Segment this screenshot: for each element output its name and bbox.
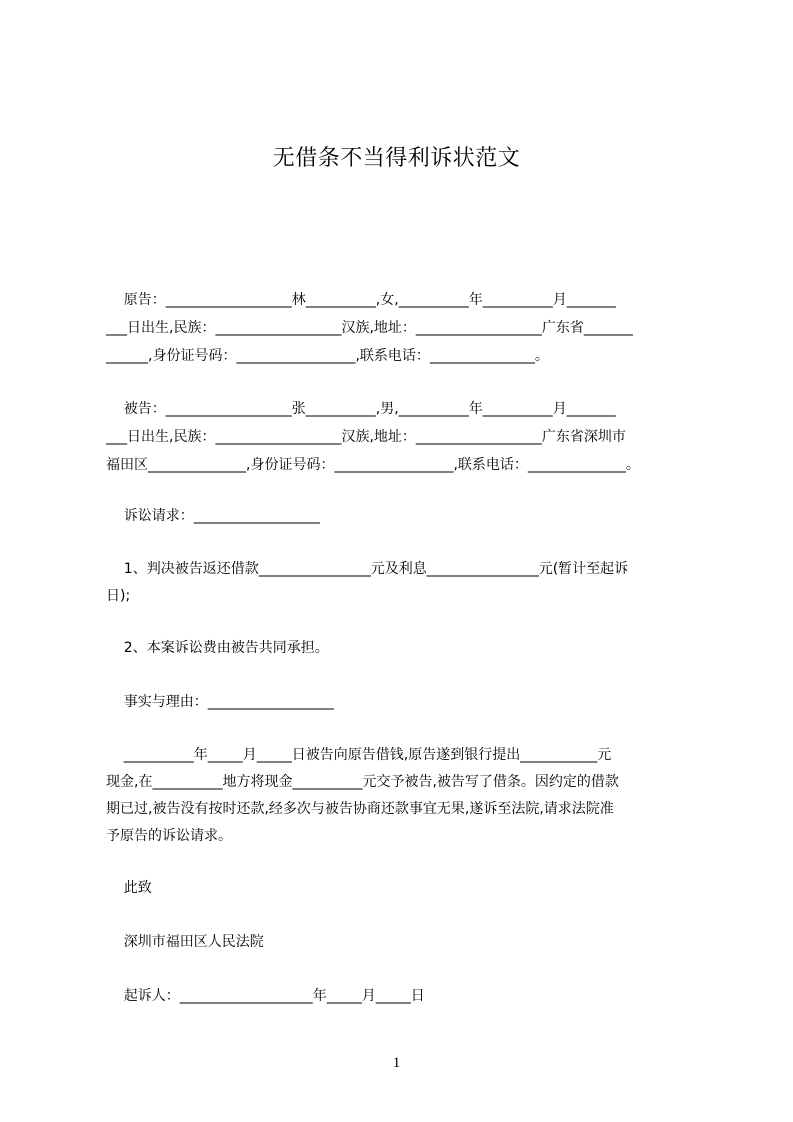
claim-1-line-2: 日); xyxy=(106,588,131,604)
plaintiff-line-1: 原告：__________________林__________,女,__________年__________月_______ xyxy=(106,292,616,308)
salutation: 此致 xyxy=(106,880,152,896)
defendant-line-1: 被告：__________________张__________,男,__________年__________月_______ xyxy=(106,401,616,417)
court-name: 深圳市福田区人民法院 xyxy=(106,934,264,950)
facts-heading: 事实与理由：__________________ xyxy=(106,694,334,710)
defendant-line-2: ___日出生,民族：__________________汉族,地址：__________________广东省深圳市 xyxy=(106,429,626,445)
plaintiff-line-3: ______,身份证号码：_________________,联系电话：_______________。 xyxy=(106,348,549,364)
facts-line-3: 期已过,被告没有按时还款,经多次与被告协商还款事宜无果,遂诉至法院,请求法院准 xyxy=(106,801,614,817)
facts-line-1: __________年_____月_____日被告向原告借钱,原告遂到银行提出___________元 xyxy=(106,747,612,763)
signature-line: 起诉人：___________________年_____月_____日 xyxy=(106,988,425,1004)
defendant-line-3: 福田区______________,身份证号码：_________________,联系电话：______________。 xyxy=(106,457,640,473)
claims-heading: 诉讼请求：__________________ xyxy=(106,508,320,524)
claim-2: 2、本案诉讼费由被告共同承担。 xyxy=(106,640,329,656)
facts-line-4: 予原告的诉讼请求。 xyxy=(106,828,232,844)
document-title: 无借条不当得利诉状范文 xyxy=(272,146,521,171)
page-number: 1 xyxy=(392,1055,401,1071)
plaintiff-line-2: ___日出生,民族：__________________汉族,地址：__________________广东省_______ xyxy=(106,320,633,336)
claim-1-line-1: 1、判决被告返还借款________________元及利息________________元(暂计至起诉 xyxy=(106,561,629,577)
facts-line-2: 现金,在__________地方将现金__________元交予被告,被告写了借条。因约定的借款 xyxy=(106,774,619,790)
